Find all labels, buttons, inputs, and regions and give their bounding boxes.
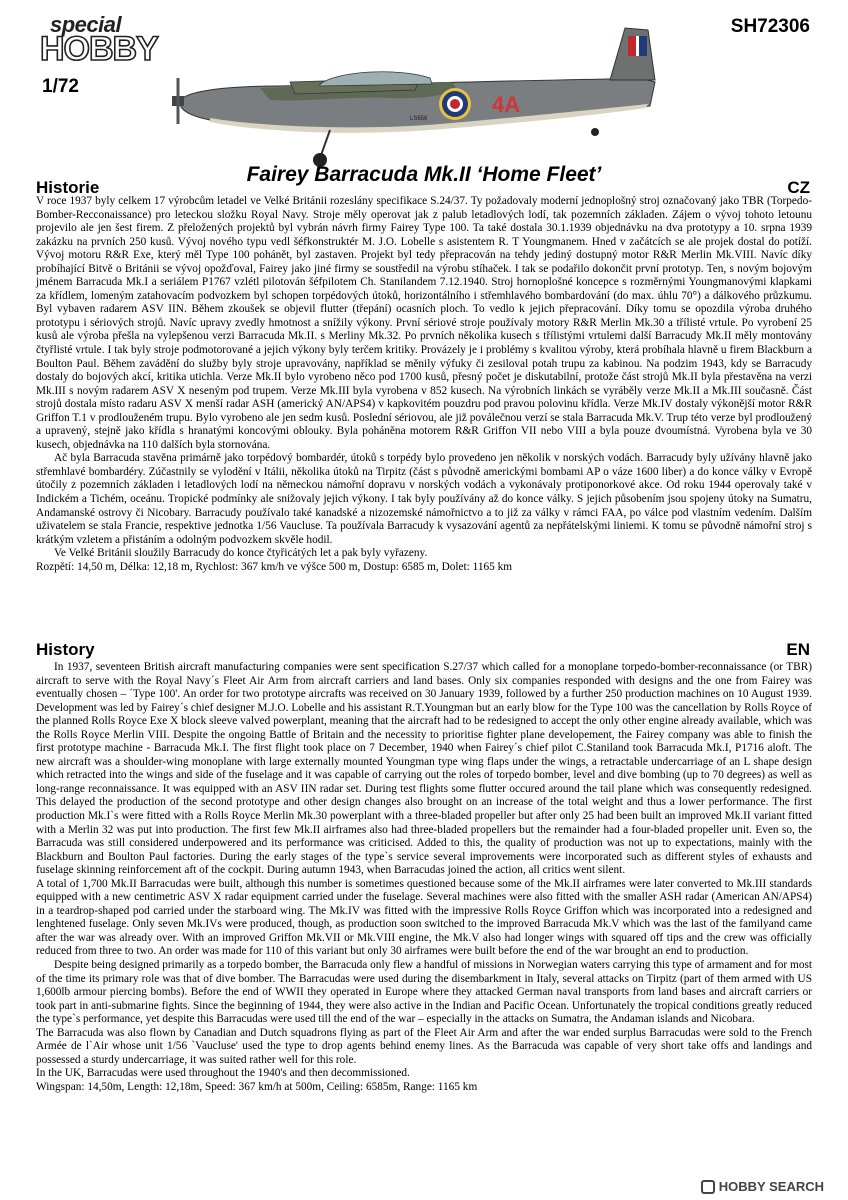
aircraft-serial: LS656 [410,116,428,122]
logo-special-text: special [50,12,122,37]
fin-flash-blue [639,36,647,56]
tail-wheel [591,128,599,136]
page-title: Fairey Barracuda Mk.II ‘Home Fleet’ [246,163,602,186]
scale-label: 1/72 [42,76,79,97]
aircraft-code: 4A [492,92,521,117]
en-lang-label: EN [786,640,810,659]
en-paragraph: In 1937, seventeen British aircraft manufacturing companies were sent specification S.27/37 which called for a monoplane torpedo-bomber-reconnaissance (or TBR) aircraft to serve with the Royal Navy´s Fleet Air Arm from aircraft carriers and land bases. Only six companies responded with designs and the one from Fairey was eventually chosen – ´Type 100'. An order for two prototype aircrafts was received on 30 January 1939, followed by a further 250 production machines on 10 August 1939. Development was led by Fairey´s chief designer M.J.O. Lobelle and his assistant R.T.Youngman but an early blow for the Type 100 was the cancellation by Rolls Royce of the planned Rolls Royce Exe X block sleeve valved powerplant, meaning that the aircraft had to be redesigned to accept the only other engine already available, which was the Rolls Royce Merlin VIII. Despite the ongoing Battle of Britain and the necessity to prioritise fighter plane developement, the Fairey company was able to finish the first prototype machine - Barracuda Mk.I. The first flight took place on 7 December, 1940 when Fairey´s chief pilot C.Staniland took Barracuda Mk.I, P1716 aloft. The new aircraft was a shoulder-wing monoplane with large externally mounted Youngman type wing flaps under the wings, a retractable undercarriage of an L shape design which retracted into the wings and side of the fuselage and it was capable of carrying out the roles of torpedo bomber, level and dive bombing (up to 70 degrees) as well as long-range reconnaissance. It was equipped with an ASV IIN radar set. During test flights some flutter occured around the tail plane which was consequently redesigned. This delayed the production of the second prototype and other design changes also brought on an increase of the total weight and thus a lower performance. The first production Mk.I`s were fitted with a Rolls Royce Merlin Mk.30 powerplant with a three-bladed propeller but after only 25 had been built an improved Mk.II variant fitted with a Merlin 32 was put into production. The first few Mk.II airframes also had three-bladed propellers but the remainder had a four-bladed propeller unit. Even so, the Barracuda was still considered underpowered and its performance was criticised. Added to this, the quality of production was not up to expectations, mainly with the Blackburn and Boulton Paul factories. During the early stages of the type`s service several improvements were incorporated such as different styles of exhausts and fuselage skinning reinforcement aft of the cockpit. During autumn 1943, when Barracudas joined the action, all critics went silent. [36,661,812,877]
roundel-red [450,99,460,109]
cz-paragraph: V roce 1937 byly celkem 17 výrobcům letadel ve Velké Británii rozeslány specifikace S.24/37. Ty požadovaly moderní jednoplošný stroj označovaný jako TBR (Torpedo-Bomber-Recconaissance) pro leteckou složku Royal Navy. Stroje měly operovat jak z palub letadlových lodí, tak pozemních základen. Zájem o vývoj tohoto letounu projevilo ale jen šest firem. Z přeložených projektů byl vybrán návrh firmy Fairey Type 100. Ta také dostala 30.1.1939 objednávku na dva prototypy a 10. srpna 1939 zakázku na prvních 250 kusů. Vývoj nového typu vedl šéfkonstruktér M. J.O. Lobelle s asistentem R. T Youngmanem. Hned v začátcích se ale projek dostal do potíží. Vývoj motoru R&R Exe, který měl Type 100 pohánět, byl zastaven. Projekt byl tedy přepracován na tehdy jediný dostupný motor R&R Merlin Mk.VIII. Navíc díky probíhající Bitvě o Británii se vývoj opožďoval, Fairey jako jiné firmy se soustředil na výrobu stíhaček. I tak se podařilo dokončit první prototyp. Ten, s novým bojovým jménem Barracuda Mk.I a seriálem P1767 vzlétl pilotován šéfpilotem Ch. Stanilandem 7.12.1940. Stroj hornoplošné koncepce s rozměrnými Youngmanovými klapkami za křídlem, lomeným zatahovacím podvozkem byl schopen torpédových útoků, horizontálního i střemhlavého bombardování (do max. úhlu 70°) a dálkového průzkumu. Byl vybaven radarem ASV IIN. Během zkoušek se objevil flutter (třepání) ocasních ploch. To vedlo k jejich přepracování. Díky tomu se opozdila výroba druhého prototypu i sériových strojů. Navíc upravy zvedly hmotnost a snížily výkony. První sériové stroje používaly motory R&R Merlin Mk.30 a třílisté vrtule. Po vyrobení 25 kusů ale výroba přešla na vylepšenou verzi Barracuda Mk.II. s Merliny Mk.32. Po prvních několika kusech s třílistými vrtulemi další Barracudy Mk.II měly montovány čtyřlisté vrtule. I tak byly stroje podmotorované a jejich výkony byly terčem kritiky. Provázely je i problémy s kvalitou výroby, která probíhala hlavně u firem Blackburn a Boulton Paul. Během zavádění do služby byly stroje upravovány, například se měnily výfuky či zesiloval potah trupu za kabinou. Na podzim 1943, kdy se Barracudy dostaly do bojových akcí, kritika utichla. Verze Mk.II bylo vyrobeno něco pod 1700 kusů, přesný počet je diskutabilní, protože část strojů Mk.II byla přestavěna na verzi Mk.III s novým radarem ASV X neseným pod trupem. Verze Mk.III byla vyrobena v 852 kusech. Na výrobních linkách se vyráběly verze Mk.II a Mk.III současně. Část strojů dostala místo radaru ASV X menší radar ASH (americký AN/APS4) v kapkovitém pouzdru pod pravou polovinu křídla. Verze Mk.IV dostaly výkonější motor R&R Griffon T.1 v prodlouženém trupu. Bylo vyrobeno ale jen sedm kusů. Poslední sériovou, ale již poválečnou verzí se stala Barracuda Mk.V. Trup této verze byl prodloužený a upravený, stejně jako křídla s hranatými koncovými oblouky. Byla poháněna motorem R&R Griffon VII nebo VIII a byla pouze dvoumístná. Vyrobena byla ve 30 kusech, objednávka na 110 dalších byla stornována. [36,195,812,451]
watermark [701,1179,824,1194]
fin-flash-white [636,36,639,56]
en-paragraph: In the UK, Barracudas were used throughout the 1940's and then decommissioned. [36,1067,410,1080]
fin-flash-red [628,36,636,56]
en-paragraph: Despite being designed primarily as a torpedo bomber, the Barracuda only flew a handful of missions in Norwegian waters carrying this type of armament and for most of the time its primary role was that of dive bomber. The Barracudas were used during the disembarkment in Italy, several attacks on Tirpitz (part of them armed with US 1,600lb armour piercing bombs). Before the end of WWII they operated in Europe where they attacked German naval transports from land bases and aircraft carriers or took part in anti-submarine fights. Since the beginning of 1944, they were also active in the Indian and Pacific Ocean. Unfortunately the tropical conditions greatly reduced the type`s performance, yet despite this Barracudas were used till the end of the war – especially in the attacks on Sumatra, the Andaman islands and Nicobara. [36,959,812,1026]
cz-specs: Rozpětí: 14,50 m, Délka: 12,18 m, Rychlost: 367 km/h ve výšce 500 m, Dostup: 6585 m, Dolet: 1165 km [36,560,513,573]
cz-paragraph: Ve Velké Británii sloužily Barracudy do konce čtyřicátých let a pak byly vyřazeny. [54,547,428,560]
watermark-text: HOBBY SEARCH [718,1179,824,1194]
cz-paragraph: Ač byla Barracuda stavěna primárně jako torpédový bombardér, útoků s torpédy bylo provedeno jen několik v norských vodách. Barracudy byly užívány hlavně jako střemhlavé bombardéry. Zúčastnily se vylodění v Itálii, několika útoků na Tirpitz (část s původně americkými bombami AP o váze 1600 liber) a do konce války v Evropě útočily z pozemních základen i letadlových lodí na německou námořní dopravu v norských vodách a vykonávaly protiponorkové akce. Od roku 1944 operovaly také v Indickém a Tichém, oceánu. Tropické podmínky ale snižovaly jejich výkony. I tak byly používány až do konce války. S jejich působením jsou spojeny útoky na Sumatru, Andamanské ostrovy či Nicobary. Barracudy používalo také kanadské a nizozemské námořnictvo a to již za války v rámci FAA, po válce pod vlastním vedením. Dalším uživatelem se stala Francie, respektive jednotka 1/56 Vaucluse. Ta používala Barracudy k vysazování agentů za nepřátelskými liniemi. K tomu se původně námořní stroj s krátkým vzletem a přistáním a odolným podvozkem skvěle hodil. [36,452,812,546]
cz-history-text [36,195,812,574]
canopy [320,72,432,86]
en-specs: Wingspan: 14,50m, Length: 12,18m, Speed: 367 km/h at 500m, Ceiling: 6585m, Range: 1165 km [36,1080,478,1093]
logo-hobby-text: HOBBY [40,30,158,68]
barracuda-illustration [170,20,670,170]
en-heading: History [36,640,95,659]
en-paragraph: A total of 1,700 Mk.II Barracudas were built, although this number is sometimes questioned because some of the Mk.II airframes were later converted to Mk.III standards equipped with a new centimetric ASV X radar equipment carried under the fuselage. Several machines were also fitted with the smaller ASH radar (American AN/APS4) in a teardrop-shaped pod carried under the starboard wing. The Mk.IV was fitted with the impressive Rolls Royce Griffon which was incorporated into a redesigned and lenghtened fuselage. Only seven Mk.IVs were produced, though, as production soon switched to the improved Barracuda Mk.V which was the last of the familyand came after the war was already over. With an improved Griffon Mk.VII or Mk.VIII engine, the Mk.V also had longer wings with squared off tips and the crew was officially reduced from three to two. An order was made for 110 of this variant but only 30 airframes were built before the end of the war brought an end to production. [36,877,812,958]
kit-code: SH72306 [730,16,810,37]
cz-lang-label: CZ [787,178,810,197]
cz-heading: Historie [36,178,100,197]
en-history-text [36,661,812,1095]
en-paragraph: The Barracuda was also flown by Canadian and Dutch squadrons flying as part of the Fleet Air Arm and after the war ended surplus Barracudas were sold to the French Armée de l`Air whose unit 1/56 `Vaucluse' used the type to drop agents behind enemy lines. As the Barracuda was capable of very short take offs and landings and possessed a sturdy undercarriage, it was suited rather well for this role. [36,1026,812,1066]
watermark-logo-icon [701,1180,715,1194]
